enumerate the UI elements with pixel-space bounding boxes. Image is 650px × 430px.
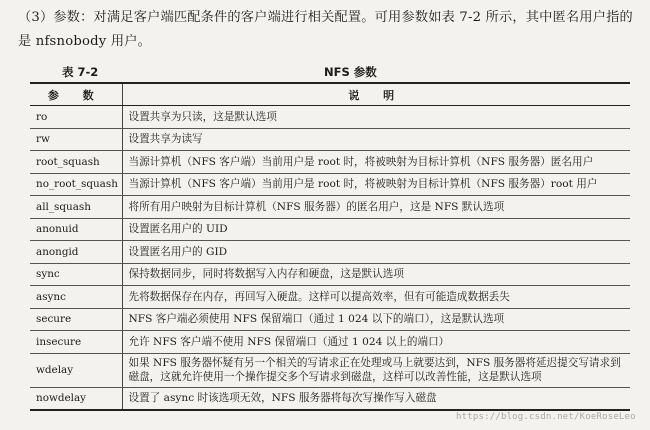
param-name: anongid bbox=[30, 241, 122, 264]
header-param: 参 数 bbox=[30, 83, 122, 106]
param-name: all_squash bbox=[30, 196, 122, 219]
table-caption bbox=[62, 62, 632, 82]
param-name: sync bbox=[30, 263, 122, 286]
param-description: NFS 客户端必须使用 NFS 保留端口（通过 1 024 以下的端口），这是默认选项 bbox=[122, 308, 630, 331]
table-row bbox=[30, 173, 630, 196]
param-description: 设置共享为只读，这是默认选项 bbox=[122, 106, 630, 129]
intro-paragraph: （3）参数：对满足客户端匹配条件的客户端进行相关配置。可用参数如表 7-2 所示，其中匿名用户指的是 nfsnobody 用户。 bbox=[18, 10, 633, 49]
param-description: 当源计算机（NFS 客户端）当前用户是 root 时，将被映射为目标计算机（NFS 服务器）匿名用户 bbox=[122, 151, 630, 174]
param-description: 将所有用户映射为目标计算机（NFS 服务器）的匿名用户，这是 NFS 默认选项 bbox=[122, 196, 630, 219]
table-row bbox=[30, 353, 630, 387]
param-description: 设置共享为读写 bbox=[122, 128, 630, 151]
param-name: secure bbox=[30, 308, 122, 331]
table-header-row bbox=[30, 83, 630, 106]
param-description: 当源计算机（NFS 客户端）当前用户是 root 时，将被映射为目标计算机（NFS 服务器）root 用户 bbox=[122, 173, 630, 196]
table-row bbox=[30, 241, 630, 264]
table-row bbox=[30, 106, 630, 129]
param-description: 设置匿名用户的 UID bbox=[122, 218, 630, 241]
param-description: 设置匿名用户的 GID bbox=[122, 241, 630, 264]
table-row bbox=[30, 263, 630, 286]
table-row bbox=[30, 308, 630, 331]
param-name: wdelay bbox=[30, 353, 122, 387]
table-row bbox=[30, 331, 630, 354]
param-description: 设置了 async 时该选项无效，NFS 服务器将每次写操作写入磁盘 bbox=[122, 387, 630, 410]
table-row bbox=[30, 196, 630, 219]
table-number: 表 7-2 bbox=[62, 65, 99, 79]
table-row bbox=[30, 151, 630, 174]
param-name: async bbox=[30, 286, 122, 309]
param-name: anonuid bbox=[30, 218, 122, 241]
param-name: root_squash bbox=[30, 151, 122, 174]
nfs-parameters-table bbox=[30, 82, 630, 411]
table-row bbox=[30, 218, 630, 241]
param-name: insecure bbox=[30, 331, 122, 354]
param-description: 允许 NFS 客户端不使用 NFS 保留端口（通过 1 024 以上的端口） bbox=[122, 331, 630, 354]
param-name: rw bbox=[30, 128, 122, 151]
param-description: 先将数据保存在内存，再回写入硬盘。这样可以提高效率，但有可能造成数据丢失 bbox=[122, 286, 630, 309]
param-name: ro bbox=[30, 106, 122, 129]
param-description: 保持数据同步，同时将数据写入内存和硬盘，这是默认选项 bbox=[122, 263, 630, 286]
param-description: 如果 NFS 服务器怀疑有另一个相关的写请求正在处理或马上就要达到，NFS 服务器将延迟提交写请求到磁盘，这就允许使用一个操作提交多个写请求到磁盘，这样可以改善性能，这是默认选项 bbox=[122, 353, 630, 387]
table-title: NFS 参数 bbox=[324, 65, 377, 79]
param-name: no_root_squash bbox=[30, 173, 122, 196]
table-row bbox=[30, 286, 630, 309]
table-row bbox=[30, 128, 630, 151]
param-name: nowdelay bbox=[30, 387, 122, 410]
watermark-url: https://blog.csdn.net/KoeRoseLeo bbox=[456, 412, 636, 422]
header-description: 说 明 bbox=[122, 83, 630, 106]
table-row bbox=[30, 387, 630, 410]
